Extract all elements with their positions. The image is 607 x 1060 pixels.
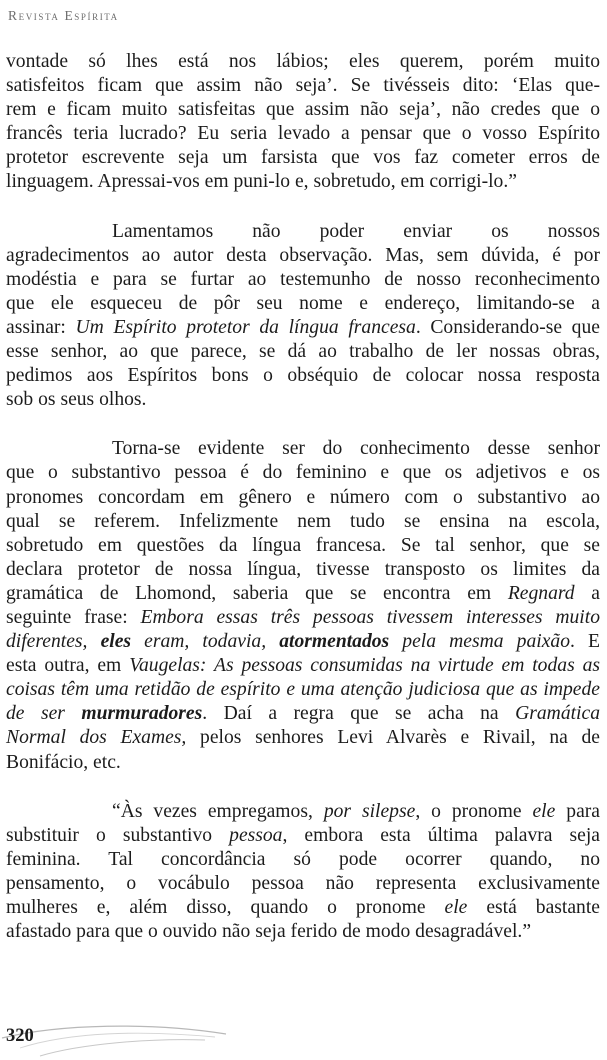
text-segment: substituir o substantivo bbox=[6, 824, 230, 846]
text-line bbox=[6, 896, 600, 920]
text-segment: Bonifácio, etc. bbox=[6, 751, 121, 773]
text-segment: Torna-se evidente ser do conhecimento desse senhor bbox=[112, 438, 600, 460]
text-line bbox=[6, 800, 600, 824]
text-segment: assinar: bbox=[6, 316, 76, 338]
text-segment: satisfeitos ficam que assim não seja’. Se tivésseis dito: ‘Elas que- bbox=[6, 75, 600, 97]
bold-italic-word: eles bbox=[100, 631, 132, 653]
bold-italic-word: murmuradores bbox=[81, 703, 203, 725]
text-segment: gramática de Lhomond, saberia que se encontra em bbox=[6, 582, 508, 604]
page-number: 320 bbox=[6, 1026, 34, 1046]
running-head: Revista Espírita bbox=[8, 8, 119, 23]
text-segment: qual se referem. Infelizmente nem tudo se ensina na escola, bbox=[6, 510, 600, 532]
text-segment: declara protetor de nossa língua, tivesse transposto os limites da bbox=[6, 558, 600, 580]
italic-quote: eram, todavia, bbox=[131, 631, 280, 653]
text-line bbox=[6, 824, 600, 848]
italic-title: Gramática bbox=[515, 703, 600, 725]
text-line bbox=[6, 726, 600, 750]
text-line bbox=[6, 146, 600, 170]
text-line bbox=[6, 872, 600, 896]
text-segment: sob os seus olhos. bbox=[6, 389, 147, 411]
text-segment: modéstia e para se furtar ao testemunho de nosso reconhecimento bbox=[6, 268, 600, 290]
text-segment: feminina. Tal concordância só pode ocorrer quando, no bbox=[6, 848, 600, 870]
italic-quote: coisas têm uma retidão de espírito e uma atenção judiciosa que as impede bbox=[6, 679, 600, 701]
paragraph-4 bbox=[6, 800, 600, 945]
text-segment: sobretudo em questões da língua francesa. Se tal senhor, que se bbox=[6, 534, 600, 556]
text-line bbox=[6, 751, 600, 775]
text-line bbox=[6, 654, 600, 678]
text-line bbox=[6, 170, 600, 194]
paragraph-gap bbox=[6, 775, 600, 800]
text-segment: , embora esta última palavra seja bbox=[282, 824, 600, 846]
text-line bbox=[6, 316, 600, 340]
italic-quote: diferentes, bbox=[6, 631, 101, 653]
italic-quote: de ser bbox=[6, 703, 82, 725]
text-segment: linguagem. Apressai-vos em puni-lo e, sobretudo, em corrigi-lo.” bbox=[6, 171, 517, 193]
text-segment: mulheres e, além disso, quando o pronome bbox=[6, 897, 445, 918]
text-line bbox=[6, 244, 600, 268]
italic-quote: pela mesma paixão bbox=[389, 631, 571, 653]
text-line bbox=[6, 630, 600, 654]
text-line bbox=[6, 582, 600, 606]
paragraph-3 bbox=[6, 437, 600, 774]
page-text bbox=[6, 50, 600, 944]
text-line bbox=[6, 50, 600, 74]
text-segment: agradecimentos ao autor desta observação. Mas, sem dúvida, é por bbox=[6, 244, 600, 266]
italic-term: ele bbox=[532, 800, 556, 822]
text-segment: . Daí a regra que se acha na bbox=[202, 703, 516, 725]
text-line bbox=[6, 678, 600, 702]
text-segment: esse senhor, ao que parece, se dá ao trabalho de ler nossas obras, bbox=[6, 341, 600, 363]
paragraph-1 bbox=[6, 50, 600, 195]
text-segment: rem e ficam muito satisfeitas que assim não seja’, não credes que o bbox=[6, 99, 600, 121]
text-line bbox=[6, 558, 600, 582]
text-line bbox=[6, 268, 600, 292]
text-segment: vontade só lhes está nos lábios; eles querem, porém muito bbox=[6, 51, 600, 72]
text-segment: afastado para que o ouvido não seja ferido de modo desagradável.” bbox=[6, 921, 532, 943]
text-segment: . Considerando-se que bbox=[415, 316, 600, 338]
text-line bbox=[6, 486, 600, 510]
text-line bbox=[6, 388, 600, 412]
text-segment: protetor escrevente seja um farsista que vos faz cometer erros de bbox=[6, 147, 600, 169]
text-segment: Lamentamos não poder enviar os nossos bbox=[112, 220, 600, 242]
text-segment: está bastante bbox=[467, 897, 600, 918]
text-line bbox=[6, 98, 600, 122]
text-segment: “Às vezes empregamos, bbox=[112, 800, 324, 822]
text-line bbox=[6, 920, 600, 944]
text-segment: pelos senhores Levi Alvarès e Rivail, na de bbox=[186, 727, 601, 749]
text-line bbox=[6, 437, 600, 461]
text-segment: seguinte frase: bbox=[6, 606, 141, 628]
text-line bbox=[6, 340, 600, 364]
italic-quote: Embora essas três pessoas tivessem interesses muito bbox=[140, 606, 600, 628]
text-line bbox=[6, 220, 600, 244]
italic-term: por silepse bbox=[323, 800, 416, 822]
text-line bbox=[6, 364, 600, 388]
text-line bbox=[6, 122, 600, 146]
text-line bbox=[6, 292, 600, 316]
text-line bbox=[6, 74, 600, 98]
text-line bbox=[6, 461, 600, 485]
text-segment: esta outra, em bbox=[6, 655, 130, 677]
text-segment: que ele esqueceu de pôr seu nome e endereço, limitando-se a bbox=[6, 292, 600, 314]
text-segment: pronomes concordam em gênero e número com o substantivo ao bbox=[6, 486, 600, 508]
text-line bbox=[6, 510, 600, 534]
text-segment: pensamento, o vocábulo pessoa não representa exclusivamente bbox=[6, 872, 600, 894]
italic-name: Regnard bbox=[507, 582, 575, 604]
italic-term: pessoa bbox=[229, 824, 283, 846]
text-line bbox=[6, 534, 600, 558]
bold-italic-word: atormentados bbox=[279, 631, 390, 653]
text-segment: que o substantivo pessoa é do feminino e que os adjetivos e os bbox=[6, 462, 600, 484]
text-line bbox=[6, 702, 600, 726]
text-segment: a bbox=[574, 582, 600, 604]
text-line bbox=[6, 606, 600, 630]
page-ornament-swoosh bbox=[0, 1018, 230, 1060]
text-segment: para bbox=[555, 800, 600, 822]
paragraph-gap bbox=[6, 195, 600, 220]
paragraph-gap bbox=[6, 412, 600, 437]
text-line bbox=[6, 848, 600, 872]
text-segment: , o pronome bbox=[415, 800, 533, 822]
paragraph-2 bbox=[6, 220, 600, 413]
italic-term: ele bbox=[444, 897, 468, 918]
text-segment: . E bbox=[570, 631, 600, 653]
italic-title: Um Espírito protetor da língua francesa bbox=[75, 316, 416, 338]
text-segment: pedimos aos Espíritos bons o obséquio de colocar nossa resposta bbox=[6, 365, 600, 387]
italic-title: Normal dos Exames, bbox=[6, 727, 187, 749]
italic-quote: Vaugelas: As pessoas consumidas na virtude em todas as bbox=[129, 655, 600, 677]
text-segment: francês teria lucrado? Eu seria levado a pensar que o vosso Espírito bbox=[6, 123, 600, 145]
